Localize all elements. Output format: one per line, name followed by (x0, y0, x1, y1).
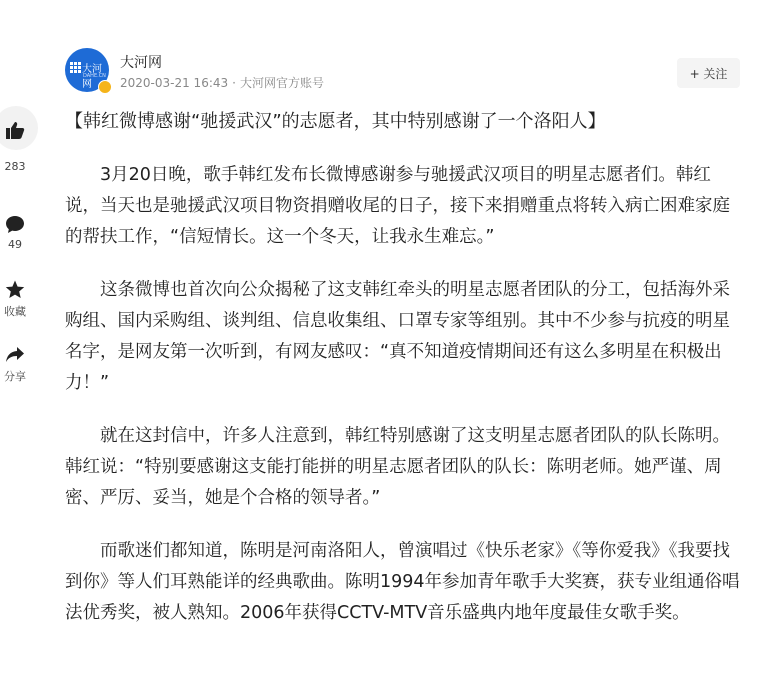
share-label: 分享 (4, 370, 26, 383)
article-title: 【韩红微博感谢“驰援武汉”的志愿者，其中特别感谢了一个洛阳人】 (65, 111, 606, 132)
author-name[interactable]: 大河网 (120, 55, 162, 71)
logo-grid-icon (70, 62, 81, 73)
star-icon (5, 280, 25, 299)
like-button[interactable] (0, 121, 30, 139)
avatar-logo-text: 大河网 (82, 64, 102, 90)
share-icon (5, 346, 25, 364)
thumbs-up-icon (5, 121, 25, 139)
favorite-label: 收藏 (4, 305, 26, 318)
comment-count: 49 (8, 238, 22, 251)
post-meta (120, 74, 328, 91)
comment-button[interactable] (0, 215, 30, 251)
article-body (65, 108, 745, 651)
like-count: 283 (4, 160, 26, 173)
article-paragraph: 这条微博也首次向公众揭秘了这支韩红牵头的明星志愿者团队的分工，包括海外采购组、国内采购组、谈判组、信息收集组、口罩专家等组别。其中不少参与抗疫的明星名字，是网友第一次听到，有网友感叹：“真不知道疫情期间还有这么多明星在积极出力！” (65, 280, 730, 393)
comment-icon (5, 215, 25, 234)
article-paragraph: 就在这封信中，许多人注意到，韩红特别感谢了这支明星志愿者团队的队长陈明。韩红说：“特别要感谢这支能打能拼的明星志愿者团队的队长：陈明老师。她严谨、周密、严厉、妥当，她是个合格的领导者。” (65, 426, 730, 508)
avatar-logo-subtext: DAHE.CN (83, 73, 106, 79)
meta-separator: · (232, 76, 236, 90)
article-header (65, 46, 740, 96)
article-paragraph: 3月20日晚，歌手韩红发布长微博感谢参与驰援武汉项目的明星志愿者们。韩红说，当天也是驰援武汉项目物资捐赠收尾的日子，接下来捐赠重点将转入病亡困难家庭的帮扶工作，“信短情长。这一个冬天，让我永生难忘。” (65, 165, 730, 247)
verified-badge-icon (98, 80, 112, 94)
favorite-button[interactable] (0, 280, 30, 319)
account-type: 大河网官方账号 (239, 76, 324, 90)
article-paragraph: 而歌迷们都知道，陈明是河南洛阳人，曾演唱过《快乐老家》《等你爱我》《我要找到你》等人们耳熟能详的经典歌曲。陈明1994年参加青年歌手大奖赛，获专业组通俗唱法优秀奖，被人熟知。2006年获得CCTV-MTV音乐盛典内地年度最佳女歌手奖。 (65, 541, 740, 623)
follow-button[interactable]: + 关注 (677, 58, 740, 88)
post-date: 2020-03-21 16:43 (120, 76, 229, 90)
share-button[interactable] (0, 346, 30, 384)
